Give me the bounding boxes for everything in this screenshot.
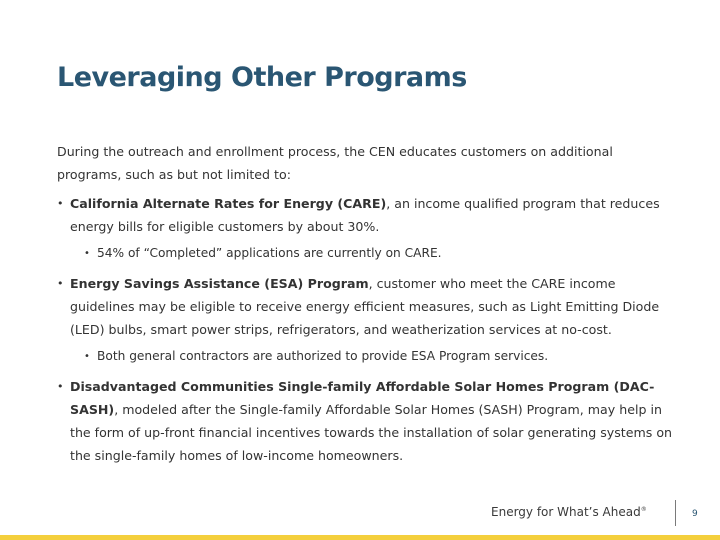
- bottom-accent-bar: [0, 535, 720, 540]
- footer-brand-text: Energy for What’s Ahead: [491, 505, 641, 519]
- intro-paragraph: During the outreach and enrollment process, the CEN educates customers on additional programs, such as but not limited to:: [57, 144, 613, 182]
- sub-bullet-esa: • Both general contractors are authorized to provide ESA Program services.: [57, 345, 677, 368]
- footer-divider: [675, 500, 676, 526]
- bullet-care: [57, 192, 677, 238]
- footer-brand: [491, 505, 647, 519]
- slide-body: [57, 140, 677, 471]
- bullet-esa-text: , customer who meet the CARE income guidelines may be eligible to receive energy efficient measures, such as Light Emitting Diode (LED) bulbs, smart power strips, refrigerators, and weatherization services at no-cost.: [70, 276, 660, 337]
- bullet-esa-bold: Energy Savings Assistance (ESA) Program: [70, 276, 369, 291]
- page-number: 9: [692, 509, 698, 519]
- bullet-care-text: , an income qualified program that reduces energy bills for eligible customers by about 30%.: [70, 196, 660, 234]
- sub-bullet-care: • 54% of “Completed” applications are currently on CARE.: [57, 242, 677, 265]
- bullet-dac-sash: [57, 375, 677, 467]
- bullet-esa: [57, 272, 677, 341]
- slide-title: Leveraging Other Programs: [57, 62, 467, 93]
- bullet-dac-sash-text: , modeled after the Single-family Affordable Solar Homes (SASH) Program, may help in the form of up-front financial incentives towards the installation of solar generating systems on the single-family homes of low-income homeowners.: [70, 402, 673, 463]
- bullet-care-bold: California Alternate Rates for Energy (CARE): [70, 196, 387, 211]
- trademark-mark: ®: [640, 506, 647, 513]
- bullet-dac-sash-bold: Disadvantaged Communities Single-family Affordable Solar Homes Program (DAC-SASH): [70, 379, 655, 417]
